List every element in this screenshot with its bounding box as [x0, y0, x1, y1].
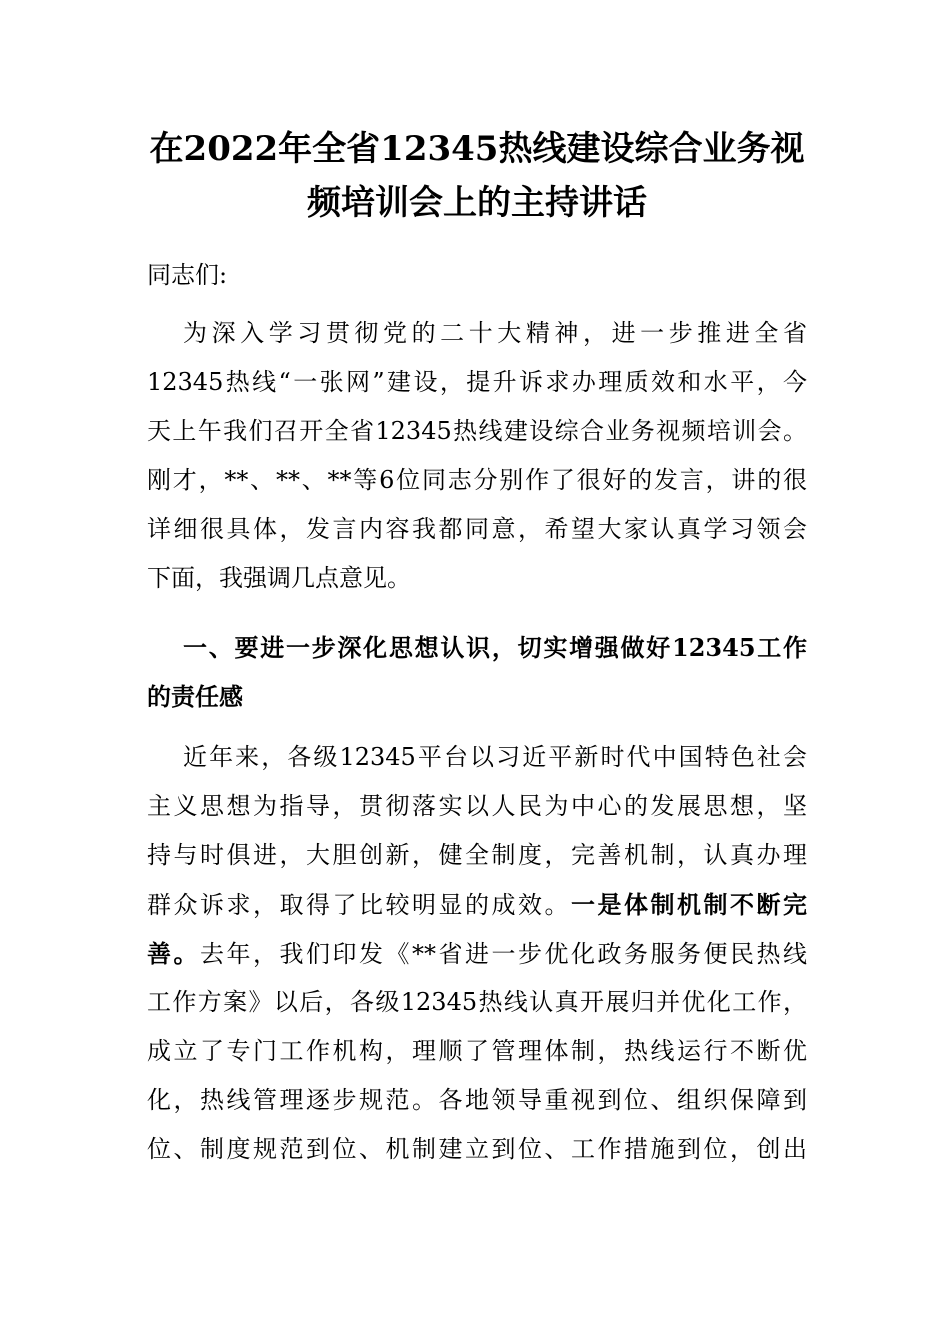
document-title: [147, 122, 807, 230]
body-line: 近年来，各级12345平台以习近平新时代中国特色社会: [183, 743, 807, 771]
body-line: 化，热线管理逐步规范。各地领导重视到位、组织保障到: [147, 1086, 807, 1114]
title-line-1: 在2022年全省12345热线建设综合业务视: [149, 129, 805, 169]
title-line-2: 频培训会上的主持讲话: [307, 183, 647, 223]
salutation: 同志们:: [147, 261, 228, 289]
intro-paragraph: [147, 309, 807, 603]
intro-line: 为深入学习贯彻党的二十大精神，进一步推进全省: [183, 319, 807, 347]
intro-line: 12345热线“一张网”建设，提升诉求办理质效和水平，今: [147, 368, 807, 396]
section-heading-1: [147, 623, 807, 721]
heading-line: 一、要进一步深化思想认识，切实增强做好12345工作: [183, 633, 807, 662]
body-line: 主义思想为指导，贯彻落实以人民为中心的发展思想，坚: [147, 792, 807, 820]
intro-line: 下面，我强调几点意见。: [147, 564, 411, 592]
intro-line: 详细很具体，发言内容我都同意，希望大家认真学习领会: [147, 515, 807, 543]
body-text: 去年，我们印发《**省进一步优化政务服务便民热线: [200, 940, 807, 968]
body-line-mixed: [147, 880, 807, 929]
body-line: 位、制度规范到位、机制建立到位、工作措施到位，创出: [147, 1135, 807, 1163]
body-line: 持与时俱进，大胆创新，健全制度，完善机制，认真办理: [147, 841, 807, 869]
body-text: 群众诉求，取得了比较明显的成效。: [147, 891, 571, 919]
body-line: 成立了专门工作机构，理顺了管理体制，热线运行不断优: [147, 1037, 807, 1065]
body-paragraph: [147, 733, 807, 1174]
heading-line: 的责任感: [147, 682, 243, 711]
body-line: 工作方案》以后，各级12345热线认真开展归并优化工作，: [147, 988, 807, 1016]
bold-lead-in-end: 善。: [147, 939, 200, 968]
bold-lead-in: 一是体制机制不断完: [571, 890, 807, 919]
body-line-mixed: [147, 929, 807, 978]
intro-line: 刚才，**、**、**等6位同志分别作了很好的发言，讲的很: [147, 466, 807, 494]
intro-line: 天上午我们召开全省12345热线建设综合业务视频培训会。: [147, 417, 807, 445]
